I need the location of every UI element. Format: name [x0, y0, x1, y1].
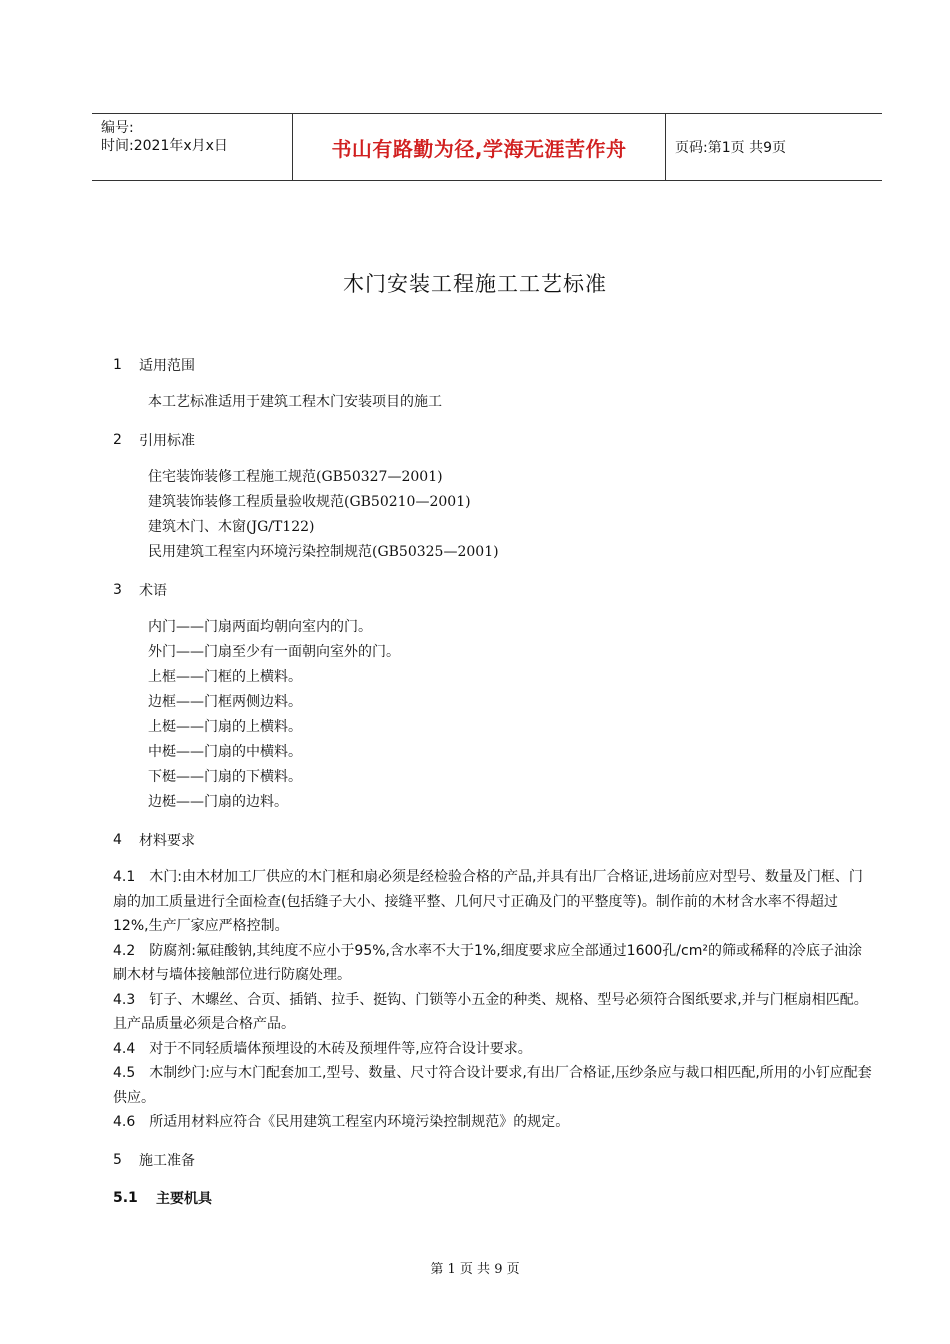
standard-item: 建筑装饰装修工程质量验收规范(GB50210—2001) [148, 494, 471, 510]
section-heading-5: 5 施工准备 [113, 1151, 195, 1169]
section-heading-3: 3 术语 [113, 582, 167, 599]
document-number-label: 编号: [101, 120, 134, 136]
header-info-cell [92, 114, 292, 180]
material-paragraph: 4.1 木门:由木材加工厂供应的木门框和扇必须是经检验合格的产品,并具有出厂合格证,进场前应对型号、数量及门框、门扇的加工质量进行全面检查(包括缝子大小、接缝平整、几何尺寸正确及门的平整度等)。制作前的木材含水率不得超过12%,生产厂家应严格控制。 [113, 869, 863, 934]
page-footer: 第 1 页 共 9 页 [430, 1262, 520, 1277]
term-item: 外门——门扇至少有一面朝向室外的门。 [148, 644, 400, 660]
section-heading-5-1: 5.1 主要机具 [113, 1189, 212, 1207]
term-item: 中梃——门扇的中横料。 [148, 744, 302, 760]
standard-item: 建筑木门、木窗(JG/T122) [148, 519, 315, 535]
term-item: 内门——门扇两面均朝向室内的门。 [148, 619, 372, 635]
standard-item: 住宅装饰装修工程施工规范(GB50327—2001) [148, 469, 443, 485]
document-title: 木门安装工程施工工艺标准 [343, 272, 607, 296]
document-body [113, 352, 873, 1211]
material-paragraph: 4.2 防腐剂:氟硅酸钠,其纯度不应小于95%,含水率不大于1%,细度要求应全部通过1600孔/cm²的筛或稀释的冷底子油涂刷木材与墙体接触部位进行防腐处理。 [113, 942, 862, 983]
term-item: 边梃——门扇的边料。 [148, 794, 288, 810]
material-paragraph: 4.4 对于不同轻质墙体预埋设的木砖及预埋件等,应符合设计要求。 [113, 1040, 532, 1057]
section-heading-2: 2 引用标准 [113, 432, 195, 449]
header-table [92, 113, 882, 181]
term-item: 上框——门框的上横料。 [148, 669, 302, 685]
term-item: 上梃——门扇的上横料。 [148, 719, 302, 735]
section-heading-1: 1 适用范围 [113, 357, 195, 374]
section-heading-4: 4 材料要求 [113, 832, 195, 849]
header-page-number: 页码:第1页 共9页 [675, 140, 786, 156]
header-motto: 书山有路勤为径,学海无涯苦作舟 [292, 114, 666, 180]
material-paragraph: 4.3 钉子、木螺丝、合页、插销、拉手、挺钩、门锁等小五金的种类、规格、型号必须符合图纸要求,并与门框扇相匹配。且产品质量必须是合格产品。 [113, 991, 868, 1032]
standard-item: 民用建筑工程室内环境污染控制规范(GB50325—2001) [148, 544, 499, 560]
document-time-label: 时间:2021年x月x日 [101, 138, 228, 154]
term-item: 下梃——门扇的下横料。 [148, 769, 302, 785]
material-paragraph: 4.6 所适用材料应符合《民用建筑工程室内环境污染控制规范》的规定。 [113, 1114, 570, 1130]
material-paragraph: 4.5 木制纱门:应与木门配套加工,型号、数量、尺寸符合设计要求,有出厂合格证,压纱条应与裁口相匹配,所用的小钉应配套供应。 [113, 1065, 872, 1106]
term-item: 边框——门框两侧边料。 [148, 694, 302, 710]
section-1-text: 本工艺标准适用于建筑工程木门安装项目的施工 [148, 394, 442, 410]
